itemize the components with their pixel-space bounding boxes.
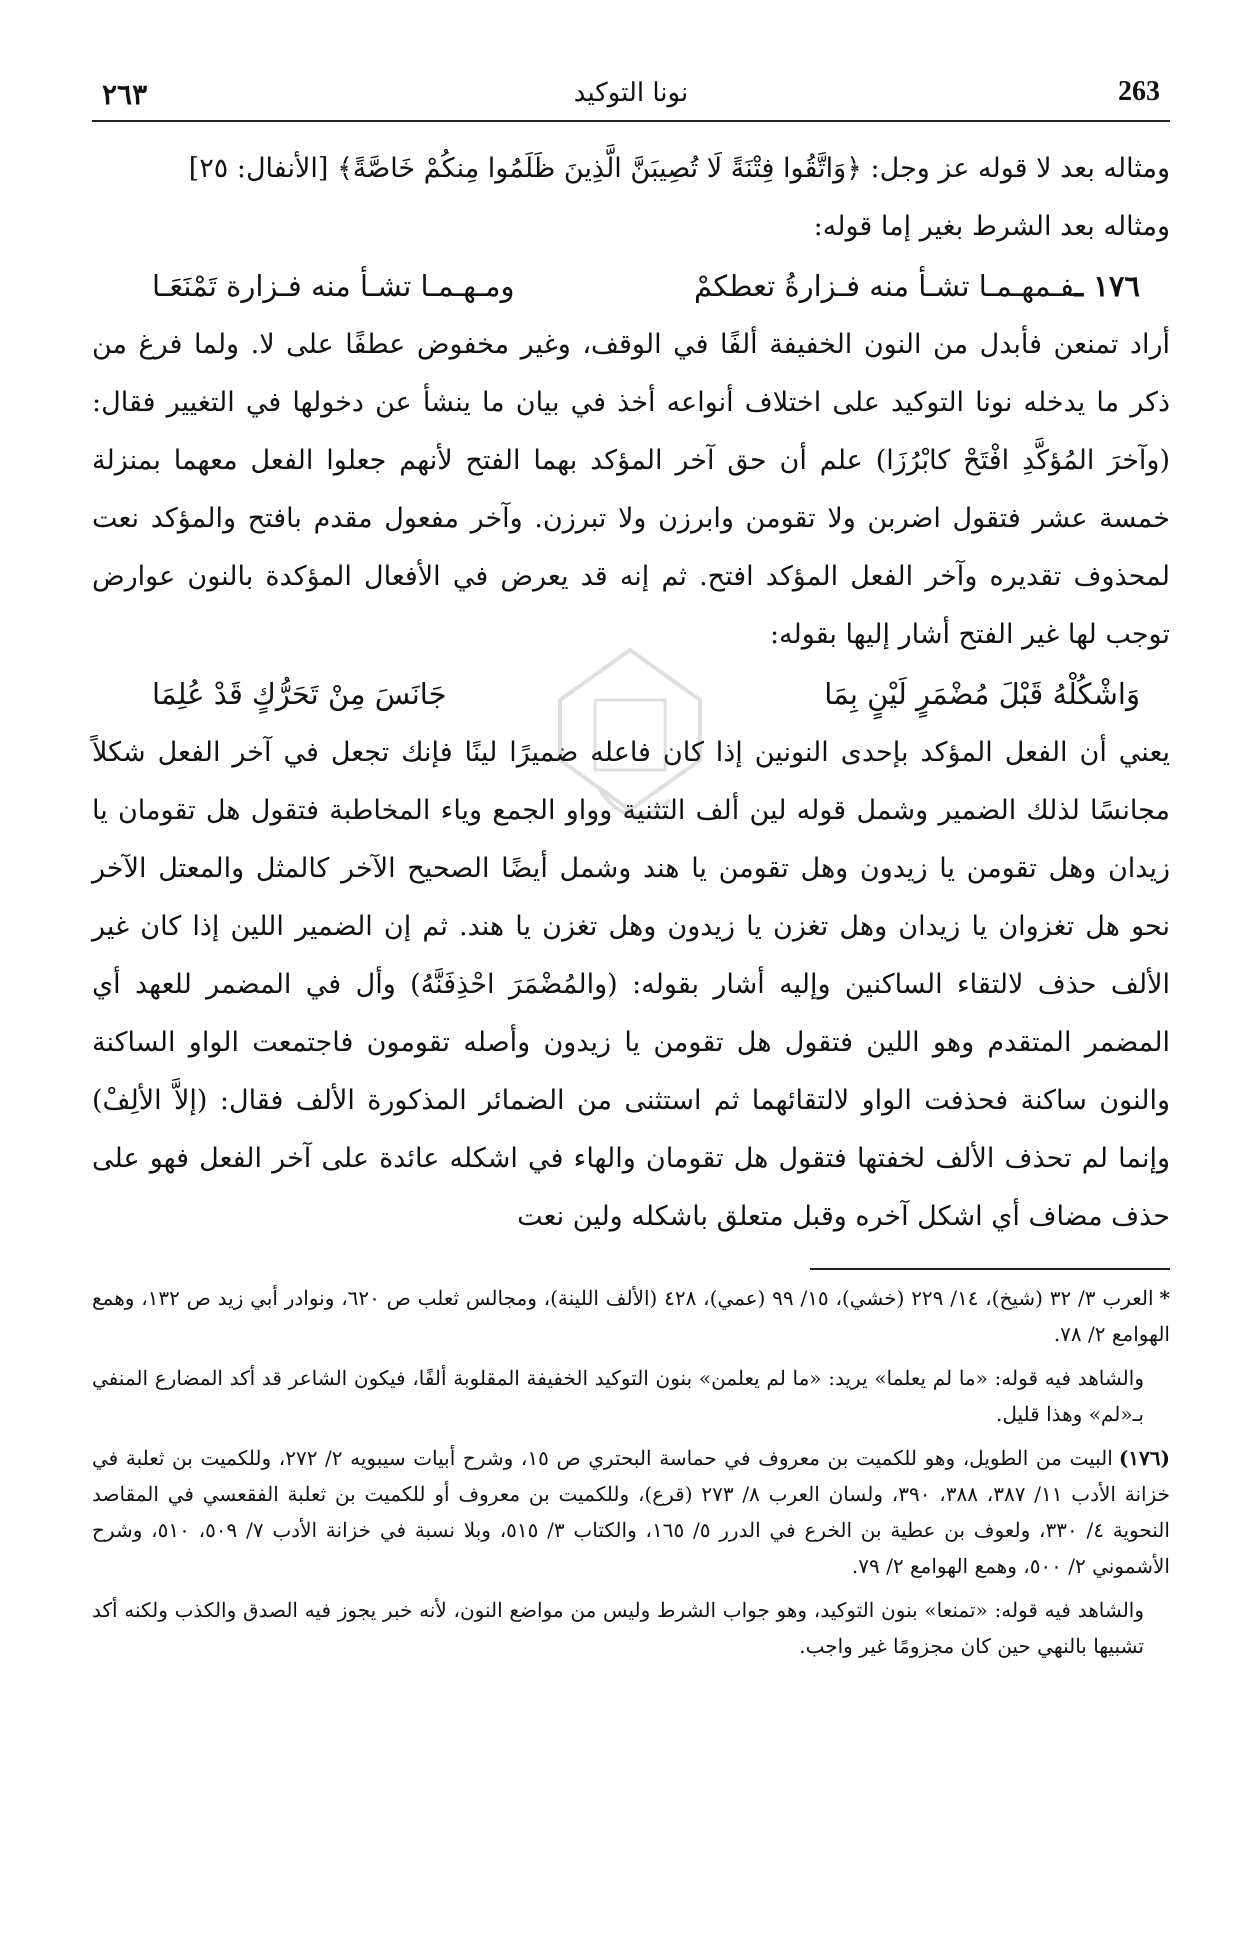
text-line: ومثاله بعد لا قوله عز وجل: ﴿وَاتَّقُوا فِتْنَةً لَا تُصِيبَنَّ الَّذِينَ ظَلَمُوا مِنكُمْ خَاصَّةً﴾ [الأنفال: ٢٥] (188, 153, 1170, 184)
footnote-divider (810, 1268, 1170, 1270)
page-number-latin: 263 (1118, 76, 1160, 107)
footnotes (92, 1280, 1170, 1664)
paragraph: أراد تمنعن فأبدل من النون الخفيفة ألفًا في الوقف، وغير مخفوض عطفًا على لا. ولما فرغ من ذكر ما يدخله نونا التوكيد على اختلاف أنواعه أخذ في بيان ما ينشأ عن دخولها في التغيير فقال: (وآخرَ المُؤكَّدِ افْتَحْ كابْرُزَا) علم أن حق آخر المؤكد بهما الفتح لأنهم جعلوا الفعل معهما بمنزلة خمسة عشر فتقول اضربن ولا تقومن وابرزن ولا تبرزن. وآخر مفعول مقدم بافتح والمؤكد نعت لمحذوف تقديره وآخر الفعل المؤكد افتح. ثم إنه قد يعرض في الأفعال المؤكدة بالنون عوارض توجب لها غير الفتح أشار إليها بقوله: (92, 329, 1170, 650)
verse-alfiyya (92, 664, 1170, 724)
verse-second-hemistich: جَانَسَ مِنْ تَحَرُّكٍ قَدْ عُلِمَا (152, 677, 447, 711)
footnote-shahid: والشاهد فيه قوله: «تمنعا» بنون التوكيد، وهو جواب الشرط وليس من مواضع النون، لأنه خبر يجوز فيه الصدق والكذب ولكنه أكد تشبيها بالنهي حين كان مجزومًا غير واجب. (92, 1598, 1144, 1658)
verse-number: ١٧٦ ـ (1074, 269, 1140, 303)
verse-176 (92, 256, 1170, 316)
running-title: نونا التوكيد (573, 78, 689, 108)
verse-first-hemistich: ١٧٦ ـفـمهـمـا تشـأ منه فـزارةُ تعطكمْ (694, 269, 1140, 303)
footnote-shahid: والشاهد فيه قوله: «ما لم يعلما» يريد: «ما لم يعلمن» بنون التوكيد الخفيفة المقلوبة ألفًا، فيكون الشاعر قد أكد المضارع المنفي بـ«لم» وهذا قليل. (92, 1366, 1144, 1426)
page-header (92, 70, 1170, 122)
verse-first-hemistich: وَاشْكُلْهُ قَبْلَ مُضْمَرٍ لَيْنٍ بِمَا (824, 677, 1140, 711)
footnote: *العرب ٣/ ٣٢ (شيخ)، ١٤/ ٢٢٩ (خشي)، ١٥/ ٩٩ (عمي)، ٤٢٨ (الألف اللينة)، ومجالس ثعلب ص ٦٢٠، ونوادر أبي زيد ص ١٣٢، وهمع الهوامع ٢/ ٧٨. (92, 1286, 1170, 1346)
paragraph: يعني أن الفعل المؤكد بإحدى النونين إذا كان فاعله ضميرًا لينًا فإنك تجعل في آخر الفعل شكلاً مجانسًا لذلك الضمير وشمل قوله لين ألف التثنية وواو الجمع وياء المخاطبة فتقول هل تقومان يا زيدان وهل تقومن يا زيدون وهل تقومن يا هند وشمل أيضًا الصحيح الآخر كالمثل والمعتل الآخر نحو هل تغزوان يا زيدان وهل تغزن يا زيدون وهل تغزن يا هند. ثم إن الضمير اللين إذا كان غير الألف حذف لالتقاء الساكنين وإليه أشار بقوله: (والمُضْمَرَ احْذِفَنَّهُ) وأل في المضمر للعهد أي المضمر المتقدم وهو اللين فتقول هل تقومن يا زيدون وأصله تقومون فاجتمعت الواو الساكنة والنون ساكنة فحذفت الواو لالتقائهما ثم استثنى من الضمائر المذكورة الألف فقال: (إلاَّ الألِفْ) وإنما لم تحذف الألف لخفتها فتقول هل تقومان والهاء في اشكله عائدة على آخر الفعل فهو على حذف مضاف أي اشكل آخره وقبل متعلق باشكله ولين نعت (92, 737, 1170, 1232)
footnote: (١٧٦)البيت من الطويل، وهو للكميت بن معروف في حماسة البحتري ص ١٥، وشرح أبيات سيبويه ٢/ ٢٧٢، وللكميت بن ثعلبة في خزانة الأدب ١١/ ٣٨٧، ٣٨٨، ٣٩٠، ولسان العرب ٨/ ٢٧٣ (قرع)، وللكميت بن معروف أو للكميت بن ثعلبة الفقعسي في المقاصد النحوية ٤/ ٣٣٠، ولعوف بن عطية بن الخرع في الدرر ٥/ ١٦٥، والكتاب ٣/ ٥١٥، وبلا نسبة في خزانة الأدب ٧/ ٥٠٩، ٥١٠، وشرح الأشموني ٢/ ٥٠٠، وهمع الهوامع ٢/ ٧٩. (92, 1446, 1170, 1578)
footnote-marker: (١٧٦) (1118, 1446, 1170, 1470)
text-line: ومثاله بعد الشرط بغير إما قوله: (813, 211, 1170, 242)
verse-second-hemistich: ومـهـمـا تشـأ منه فـزارة تَمْنَعَـا (152, 269, 515, 303)
page-number-arabic: ٢٦٣ (102, 78, 148, 111)
main-text (92, 140, 1170, 1246)
footnote-marker: * (1159, 1286, 1170, 1310)
